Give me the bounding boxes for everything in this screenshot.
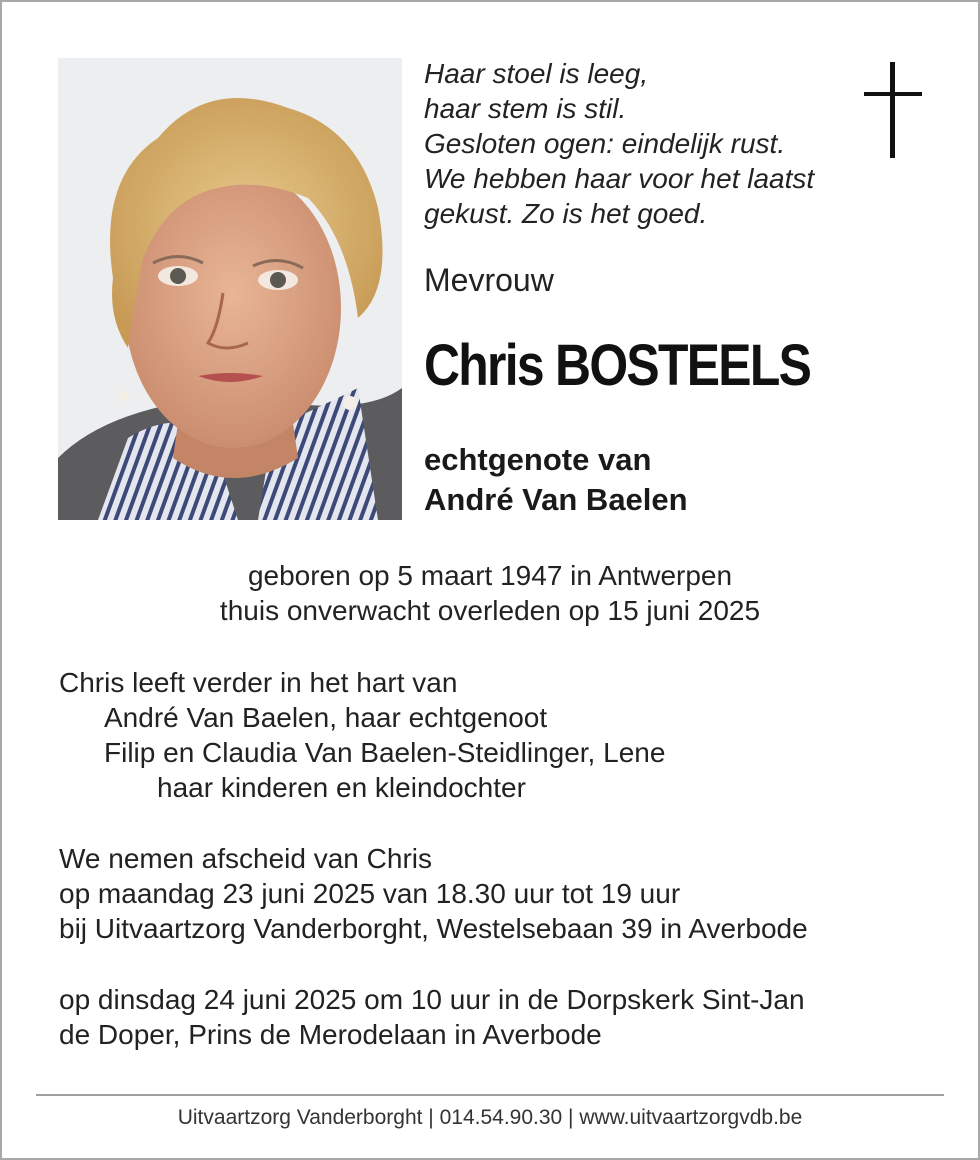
poem-line: gekust. Zo is het goed. — [424, 198, 708, 229]
poem-line: Gesloten ogen: eindelijk rust. — [424, 128, 786, 159]
death-line: thuis onverwacht overleden op 15 juni 2025 — [219, 595, 761, 626]
portrait-photo — [58, 58, 402, 520]
spouse-block — [424, 440, 688, 520]
farewell-line: op maandag 23 juni 2025 van 18.30 uur tot 19 uur — [59, 878, 681, 909]
latin-cross-icon — [864, 62, 922, 160]
honorific: Mevrouw — [424, 262, 554, 298]
survivors-block — [59, 665, 665, 805]
poem-line: We hebben haar voor het laatst — [424, 163, 815, 194]
survivor-line: Filip en Claudia Van Baelen-Steidlinger, Lene — [104, 737, 666, 768]
birth-line: geboren op 5 maart 1947 in Antwerpen — [247, 560, 733, 591]
deceased-name: Chris BOSTEELS — [424, 333, 811, 398]
survivor-line: André Van Baelen, haar echtgenoot — [104, 702, 548, 733]
farewell-line: bij Uitvaartzorg Vanderborght, Westelsebaan 39 in Averbode — [59, 913, 808, 944]
footer-contact: Uitvaartzorg Vanderborght | 014.54.90.30 | www.uitvaartzorgvdb.be — [177, 1106, 803, 1129]
ceremony-line: op dinsdag 24 juni 2025 om 10 uur in de Dorpskerk Sint-Jan — [59, 984, 805, 1015]
survivors-intro: Chris leeft verder in het hart van — [59, 667, 458, 698]
ceremony-line: de Doper, Prins de Merodelaan in Averbode — [59, 1019, 602, 1050]
memorial-poem — [424, 56, 864, 231]
life-dates — [0, 558, 980, 628]
poem-line: Haar stoel is leeg, — [424, 58, 649, 89]
spouse-name: André Van Baelen — [424, 482, 688, 517]
farewell-block — [59, 841, 808, 946]
footer-divider — [36, 1094, 944, 1096]
spouse-intro: echtgenote van — [424, 442, 652, 477]
farewell-line: We nemen afscheid van Chris — [59, 843, 432, 874]
ceremony-block — [59, 982, 805, 1052]
survivors-relation: haar kinderen en kleindochter — [157, 772, 526, 803]
poem-line: haar stem is stil. — [424, 93, 627, 124]
